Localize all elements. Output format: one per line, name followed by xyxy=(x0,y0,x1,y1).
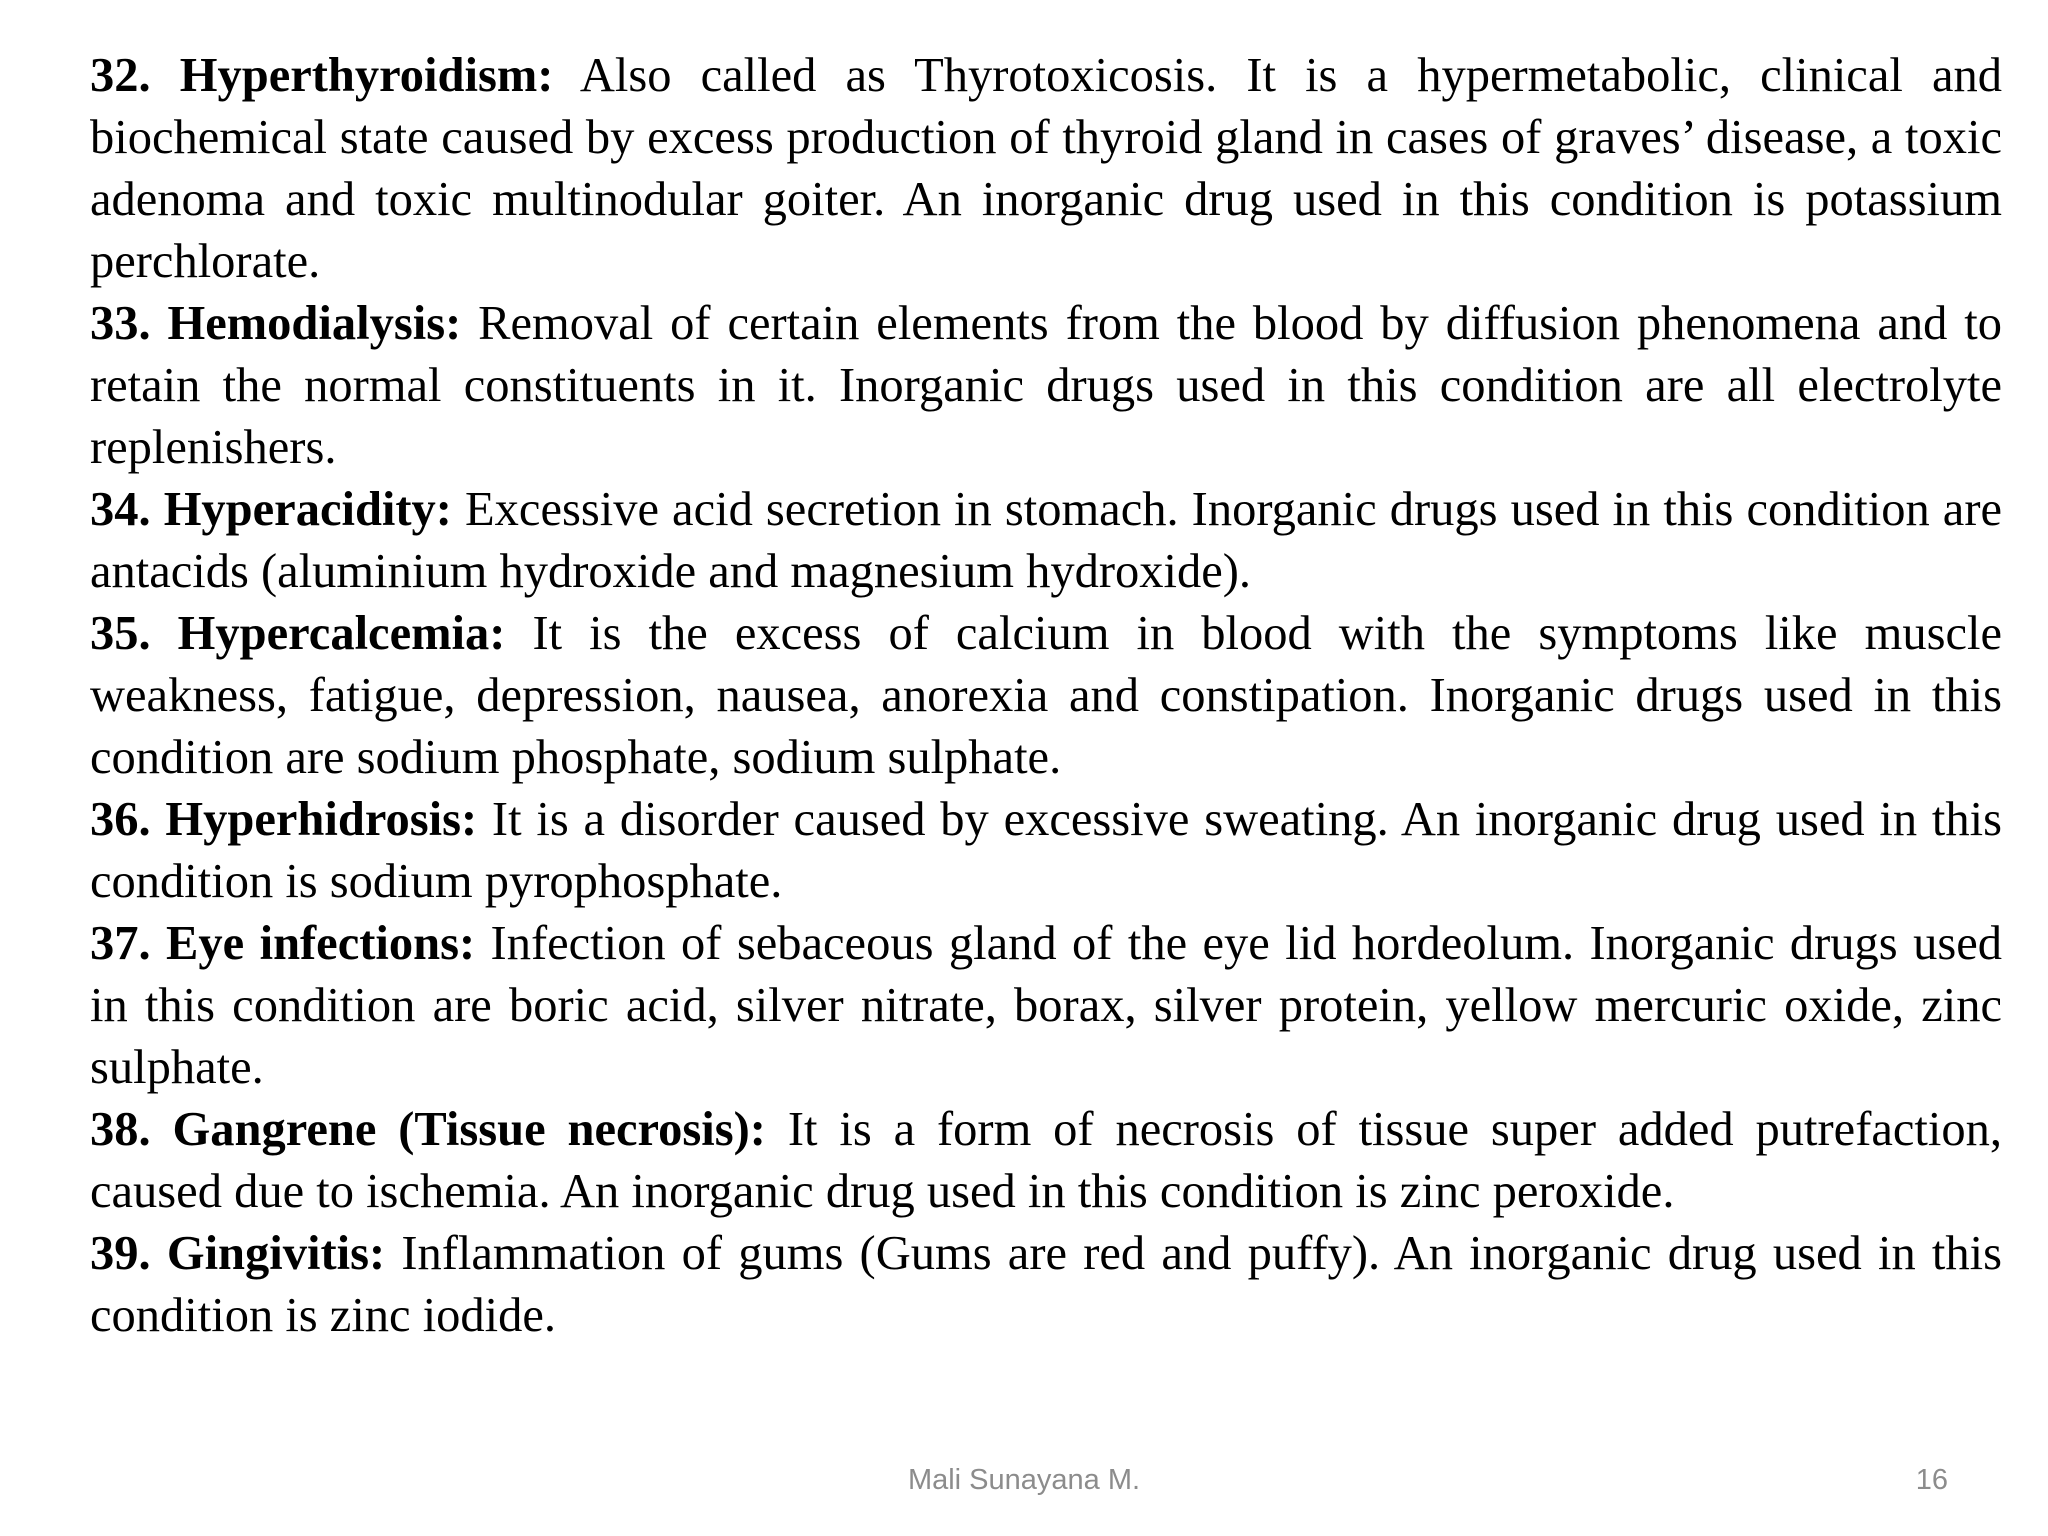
entry-term: 38. Gangrene (Tissue necrosis): xyxy=(90,1103,766,1156)
entry-hyperthyroidism xyxy=(90,45,2002,293)
entry-hemodialysis xyxy=(90,293,2002,479)
entry-gangrene xyxy=(90,1099,2002,1223)
entry-term: 39. Gingivitis: xyxy=(90,1227,386,1280)
entry-description: Excessive acid secretion in stomach. Inorganic drugs used in this condition are antacids (aluminium hydroxide and magnesium hydroxide). xyxy=(90,483,2002,598)
entry-hypercalcemia xyxy=(90,603,2002,789)
entry-term: 36. Hyperhidrosis: xyxy=(90,793,478,846)
entry-term: 33. Hemodialysis: xyxy=(90,297,462,350)
page-number: 16 xyxy=(1915,1464,1948,1496)
entry-term: 37. Eye infections: xyxy=(90,917,476,970)
entry-gingivitis xyxy=(90,1223,2002,1347)
entry-description: Inflammation of gums (Gums are red and puffy). An inorganic drug used in this condition is zinc iodide. xyxy=(90,1227,2002,1342)
entry-eye-infections xyxy=(90,913,2002,1099)
footer-author: Mali Sunayana M. xyxy=(907,1464,1141,1496)
entry-term: 35. Hypercalcemia: xyxy=(90,607,506,660)
entry-description: Also called as Thyrotoxicosis. It is a hypermetabolic, clinical and biochemical state caused by excess production of thyroid gland in cases of graves’ disease, a toxic adenoma and toxic multinodular goiter. An inorganic drug used in this condition is potassium perchlorate. xyxy=(90,49,2002,288)
entry-hyperhidrosis xyxy=(90,789,2002,913)
entry-description: It is a form of necrosis of tissue super added putrefaction, caused due to ischemia. An inorganic drug used in this condition is zinc peroxide. xyxy=(90,1103,2002,1218)
entry-description: It is the excess of calcium in blood with the symptoms like muscle weakness, fatigue, depression, nausea, anorexia and constipation. Inorganic drugs used in this condition are sodium phosphate, sodium sulphate. xyxy=(90,607,2002,784)
slide-body xyxy=(90,45,2002,1347)
entry-term: 32. Hyperthyroidism: xyxy=(90,49,554,102)
entry-description: Removal of certain elements from the blood by diffusion phenomena and to retain the normal constituents in it. Inorganic drugs used in this condition are all electrolyte replenishers. xyxy=(90,297,2002,474)
entry-description: Infection of sebaceous gland of the eye lid hordeolum. Inorganic drugs used in this condition are boric acid, silver nitrate, borax, silver protein, yellow mercuric oxide, zinc sulphate. xyxy=(90,917,2002,1094)
entry-description: It is a disorder caused by excessive sweating. An inorganic drug used in this condition is sodium pyrophosphate. xyxy=(90,793,2002,908)
entry-hyperacidity xyxy=(90,479,2002,603)
entry-term: 34. Hyperacidity: xyxy=(90,483,452,536)
